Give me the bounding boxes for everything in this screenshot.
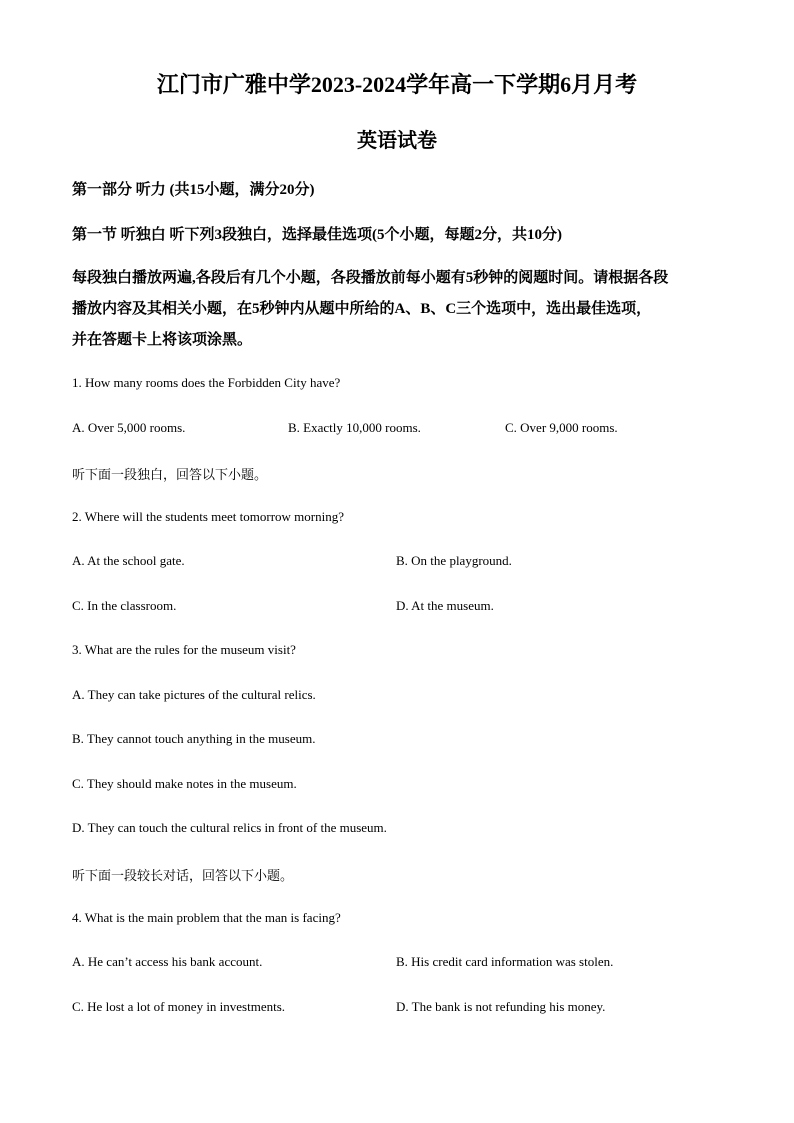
part-heading: 第一部分 听力 (共15小题，满分20分) (72, 182, 315, 198)
option-a: A. Over 5,000 rooms. (72, 420, 186, 435)
option-c: C. He lost a lot of money in investments. (72, 999, 286, 1014)
option-a: A. He can’t access his bank account. (72, 954, 263, 969)
instruction-line: 每段独白播放两遍,各段后有几个小题，各段播放前每小题有5秒钟的阅题时间。请根据各段 (72, 270, 669, 286)
option-a: A. They can take pictures of the cultural relics. (72, 687, 316, 702)
option-d: D. They can touch the cultural relics in front of the museum. (72, 820, 387, 835)
option-b: B. They cannot touch anything in the museum. (72, 731, 316, 746)
option-b: B. On the playground. (396, 553, 512, 568)
exam-title: 江门市广雅中学2023-2024学年高一下学期6月月考 (156, 72, 638, 97)
question-stem: 1. How many rooms does the Forbidden City have? (72, 375, 341, 390)
option-d: D. The bank is not refunding his money. (396, 999, 606, 1014)
exam-subtitle: 英语试卷 (357, 130, 437, 152)
question-stem: 3. What are the rules for the museum visit? (72, 642, 296, 657)
option-a: A. At the school gate. (72, 553, 185, 568)
question-stem: 2. Where will the students meet tomorrow morning? (72, 509, 344, 524)
listening-prompt: 听下面一段独白，回答以下小题。 (72, 467, 268, 482)
option-c: C. In the classroom. (72, 598, 177, 613)
instruction-line: 并在答题卡上将该项涂黑。 (72, 332, 253, 348)
option-b: B. Exactly 10,000 rooms. (288, 420, 421, 435)
listening-prompt: 听下面一段较长对话，回答以下小题。 (72, 868, 294, 883)
instruction-line: 播放内容及其相关小题，在5秒钟内从题中所给的A、B、C三个选项中，选出最佳选项， (72, 301, 652, 317)
option-d: D. At the museum. (396, 598, 494, 613)
option-b: B. His credit card information was stolen. (396, 954, 614, 969)
question-stem: 4. What is the main problem that the man is facing? (72, 910, 341, 925)
option-c: C. They should make notes in the museum. (72, 776, 297, 791)
section-heading: 第一节 听独白 听下列3段独白，选择最佳选项(5个小题，每题2分，共10分) (72, 227, 562, 243)
option-c: C. Over 9,000 rooms. (505, 420, 618, 435)
